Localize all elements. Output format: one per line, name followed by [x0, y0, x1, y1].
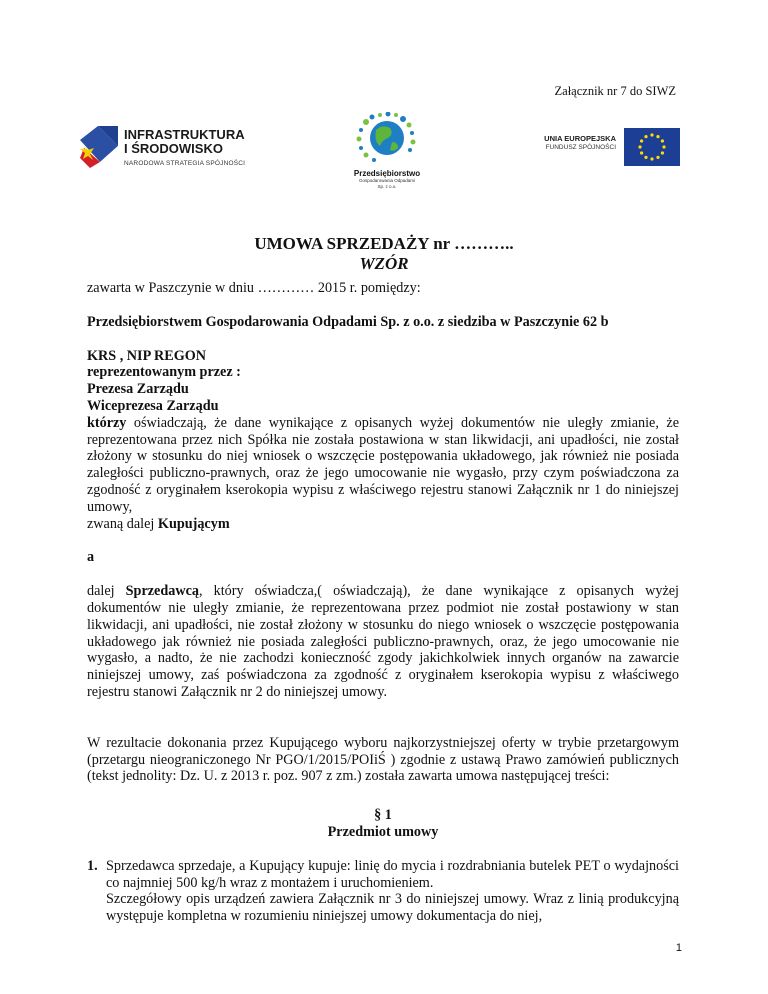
eu-flag-icon [624, 128, 680, 166]
seller-bold: Sprzedawcą [125, 583, 199, 600]
infrastructure-logo-line1: INFRASTRUKTURA [124, 127, 245, 142]
company-logo [352, 112, 422, 190]
president-line: Prezesa Zarządu [87, 381, 189, 398]
section-number: § 1 [374, 807, 392, 824]
list-item-number: 1. [87, 857, 98, 874]
contract-title-main: UMOWA SPRZEDAŻY nr ……….. [254, 234, 514, 253]
buyer-bold: Kupującym [157, 515, 230, 532]
infrastructure-logo-line2: I ŚRODOWISKO [124, 141, 223, 156]
eu-logo-line1: UNIA EUROPEJSKA [544, 134, 616, 143]
section-title: Przedmiot umowy [327, 823, 439, 840]
infrastructure-logo-line3: NARODOWA STRATEGIA SPÓJNOŚCI [124, 160, 246, 167]
seller-text: , który oświadcza,( oświadczają), że dane wynikające z opisanych wyżej dokumentów nie uległy zmianie, że reprezentowana przez podmiot nie został postawiony w stan likwidacji, ani upadłości, nie został złożony w stosunku do niego wniosek o wszczęcie postępowania układowego jak również nie posiada zaległości publiczno-prawnych, oraz, że jego umocowanie nie wygasło, a nadto, że nie zachodzi konieczność zgody jakichkolwiek innych organów na zawarcie niniejszej umowy, zaś poświadczona za zgodność z oryginałem kserokopia wypisu z właściwego rejestru stanowi Załącznik nr 2 do niniejszej umowy. [87, 583, 679, 700]
represented-line: reprezentowanym przez : [87, 364, 241, 381]
vice-president-line: Wiceprezesa Zarządu [87, 397, 219, 414]
company-logo-sub2: Sp. z o.o. [377, 184, 397, 189]
company-logo-name: Przedsiębiorstwo [353, 169, 421, 178]
list-item [87, 858, 679, 925]
conjunction: a [87, 549, 95, 566]
seller-declaration [87, 583, 679, 701]
who-text: oświadczają, że dane wynikające z opisanych wyżej dokumentów nie uległy zmianie, że reprezentowana przez nich Spółka nie została postawiona w stan likwidacji, ani upadłości, nie został złożony w stosunku do niej wniosek o wszczęcie postępowania układowego, jak również nie posiada zaległości publiczno-prawnych, oraz że jego umocowanie nie wygasło, przy czym poświadczona za zgodność z oryginałem kserokopia wypisu z właściwego rejestru stanowi Załącznik nr 1 do niniejszej umowy, [87, 414, 679, 515]
attachment-label: Załącznik nr 7 do SIWZ [554, 84, 676, 98]
concluded-line: zawarta w Paszczynie w dniu ………… 2015 r. pomiędzy: [87, 280, 421, 296]
company-globe-icon [352, 112, 422, 164]
result-paragraph: W rezultacie dokonania przez Kupującego wyboru najkorzystniejszej oferty w trybie przetargowym (przetargu nieograniczonego Nr PGO/1/2015/POIiŚ ) zgodnie z ustawą Prawo zamówień publicznych (tekst jednolity: Dz. U. z 2013 r. poz. 907 z zm.) została zawarta umowa następującej treści: [87, 734, 679, 785]
infrastructure-emblem-icon [80, 126, 120, 168]
contract-title [0, 234, 768, 274]
krs-line: KRS , NIP REGON [87, 347, 207, 364]
contract-body [87, 280, 679, 925]
eu-logo-line2: FUNDUSZ SPÓJNOŚCI [545, 144, 616, 151]
buyer-designation [87, 516, 679, 533]
eu-logo-text [520, 134, 616, 151]
list-item-text: Sprzedawca sprzedaje, a Kupujący kupuje: linię do mycia i rozdrabniania butelek PET o wydajności co najmniej 500 kg/h wraz z montażem i uruchomieniem. [106, 857, 679, 891]
who-bold: którzy [87, 414, 127, 431]
buyer-prefix: zwaną dalej [87, 515, 158, 532]
buyer-declaration [87, 415, 679, 516]
logos-row [0, 112, 768, 202]
buyer-company-line: Przedsiębiorstwem Gospodarowania Odpadami Sp. z o.o. z siedziba w Paszczynie 62 b [87, 313, 609, 330]
company-logo-sub1: Gospodarowania Odpadami [358, 178, 416, 183]
seller-prefix: dalej [87, 583, 126, 600]
contract-title-sub: WZÓR [359, 254, 409, 273]
infrastructure-logo-text [124, 128, 245, 167]
infrastructure-logo [80, 126, 246, 173]
list-item-text2: Szczegółowy opis urządzeń zawiera Załącznik nr 3 do niniejszej umowy. Wraz z linią produkcyjną występuje kompletna w rozumieniu niniejszej umowy dokumentacja do niej, [106, 891, 679, 925]
page-number: 1 [675, 942, 682, 954]
